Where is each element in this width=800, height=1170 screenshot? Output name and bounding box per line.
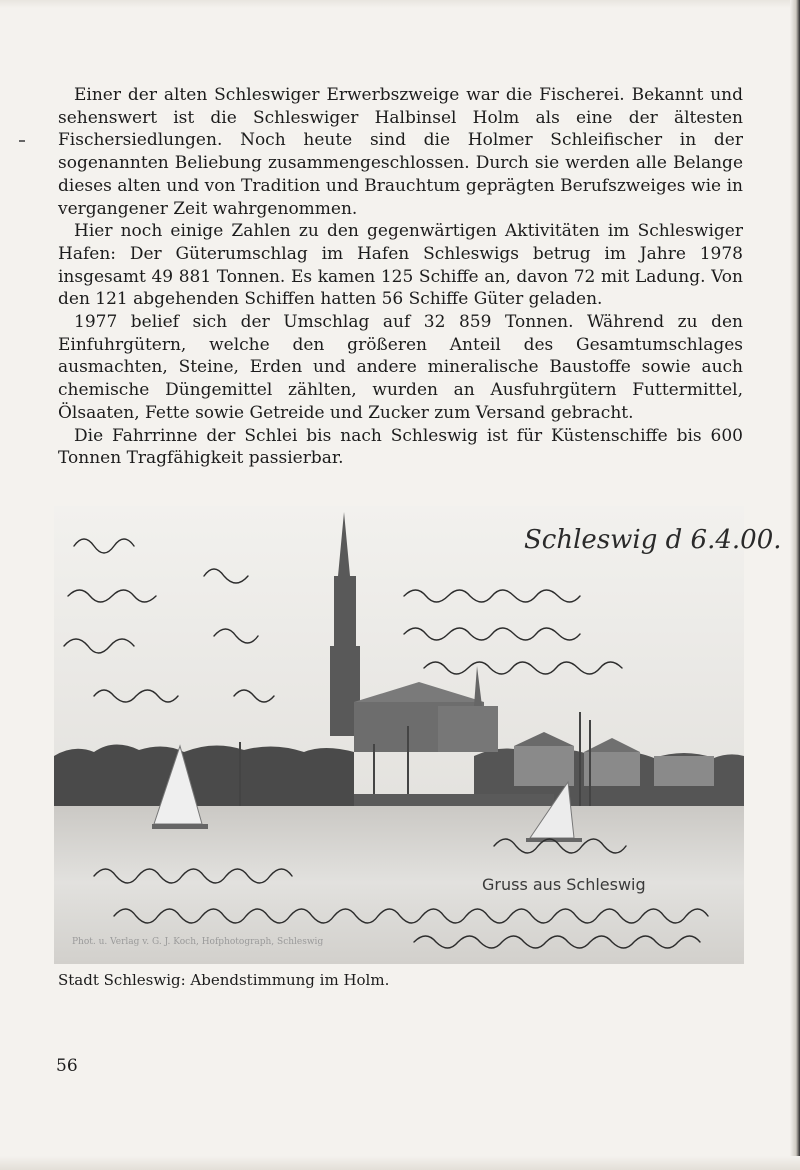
paragraph-harbour-figures: Hier noch einige Zahlen zu den gegenwärtigen Aktivitäten im Schleswiger Hafen: Der Güterumschlag im Hafen Schleswigs betrug im Jahre 1978 insgesamt 49 881 Tonnen. Es kamen 125 Schiffe an, davon 72 mit Ladung. Von den 121 abgehenden Schiffen hatten 56 Schiffe Güter geladen. <box>58 221 743 310</box>
page-edge-top <box>0 0 800 8</box>
paragraph-1977-figures: 1977 belief sich der Umschlag auf 32 859 Tonnen. Während zu den Einfuhrgütern, welche den größeren Anteil des Gesamtumschlages ausmachten, Steine, Erden und andere mineralische Baustoffe sowie auch chemische Düngemittel zählten, wurden an Ausfuhrgütern Futtermittel, Ölsaaten, Fette sowie Getreide und Zucker zum Versand gebracht. <box>58 312 743 423</box>
postcard-printed-title: Gruss aus Schleswig <box>482 875 646 894</box>
page-number: 56 <box>56 1056 78 1076</box>
figure-caption: Stadt Schleswig: Abendstimmung im Holm. <box>58 971 390 989</box>
paragraph-fishery: Einer der alten Schleswiger Erwerbszweige war die Fischerei. Bekannt und sehenswert ist die Schleswiger Halbinsel Holm als eine der ältesten Fischersiedlungen. Noch heute sind die Holmer Schleifischer in der sogenannten Beliebung zusammengeschlossen. Durch sie werden alle Belange dieses alten und von Tradition und Brauchtum geprägten Berufszweiges wie in vergangener Zeit wahrgenommen. <box>58 85 743 219</box>
page-edge-right <box>790 0 800 1170</box>
page-edge-bottom <box>0 1156 800 1170</box>
postcard-handwritten-date: Schleswig d 6.4.00. <box>524 525 782 555</box>
postcard-boats <box>354 794 554 806</box>
postcard-publisher-line: Phot. u. Verlag v. G. J. Koch, Hofphotograph, Schleswig <box>72 937 324 947</box>
paragraph-fairway: Die Fahrrinne der Schlei bis nach Schleswig ist für Küstenschiffe bis 600 Tonnen Tragfähigkeit passierbar. <box>58 425 743 469</box>
margin-mark <box>19 140 25 142</box>
postcard-treeline <box>54 744 354 806</box>
body-text <box>58 84 743 470</box>
postcard-image <box>54 506 782 964</box>
